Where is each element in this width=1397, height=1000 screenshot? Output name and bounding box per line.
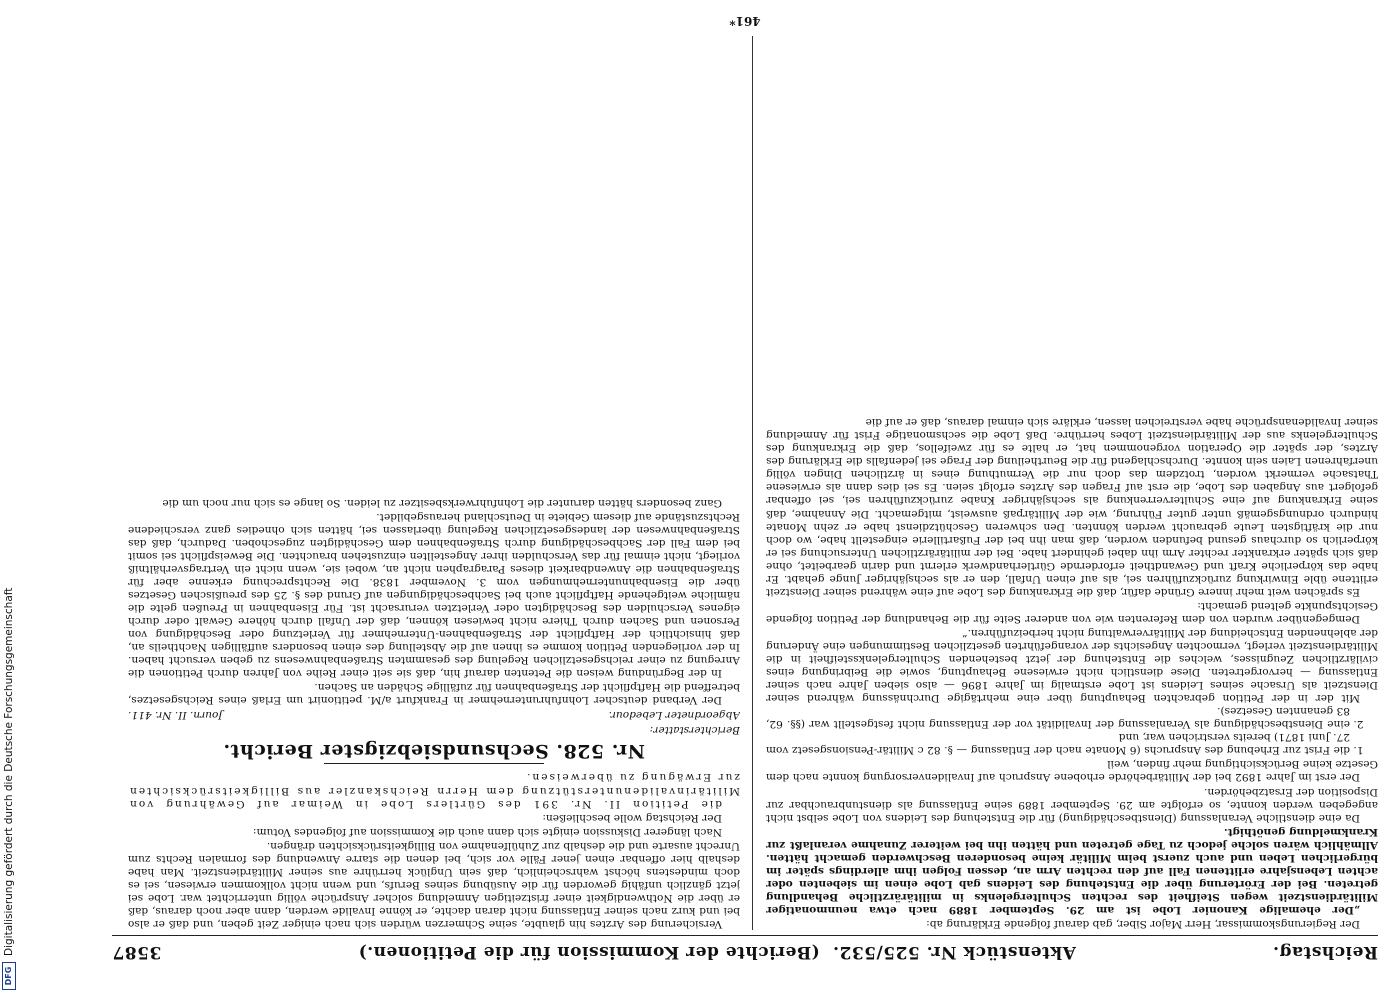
header-document-number: Aktenstück Nr. 525/532. — [832, 942, 1076, 962]
reporter-line-2 — [128, 708, 740, 721]
reporter-name: Abgeordneter Lebedour. — [608, 709, 740, 722]
funding-note-text: Digitalisierung gefördert durch die Deutsche Forschungsgemeinschaft — [3, 587, 15, 956]
page-header — [112, 940, 1378, 964]
header-center — [161, 942, 1272, 962]
page-footer — [100, 14, 1390, 28]
side-strip — [0, 0, 16, 1000]
list-item: 2. eine Dienstbeschädigung als Veranlassung der Invalidität vor der Entlassung nicht festgestellt war (§§. 62, 83 genannten Gesetzes). — [766, 704, 1350, 730]
header-section: (Berichte der Kommission für die Petitionen.) — [358, 942, 820, 962]
paragraph: Der Reichstag wolle beschließen: — [542, 811, 722, 824]
reporter-line — [128, 723, 740, 736]
paragraph: Der erst im Jahre 1892 bei der Militärbehörde erhobene Anspruch auf Invalidenversorgung konnte nach dem Gesetze keine Berücksichtigung mehr finden, weil — [766, 758, 1378, 784]
header-left: Reichstag. — [1272, 942, 1378, 962]
paragraph: In der Begründung weisen die Petenten darauf hin, daß sie seit einer Reihe von Jahren durch Petitionen die Anregung zu einer reichsgesetzlichen Regelung des gesammten Straßenbahnwesens zu geben versucht haben. In der vorliegenden Petition komme es ihnen auf die Abstellung des einen besonders auffälligen Nachtheils an, daß hinsichtlich der Haftpflicht der Straßenbahnen-Unternehmer für Verletzung oder Beschädigung von Personen und Sachen durch Thiere nicht bewiesen können, daß der Unfall durch höhere Gewalt oder durch eigenes Verschulden des Beschädigten oder Verletzten verursacht ist. Für Eisenbahnen in Preußen gelte die nämliche weitgehende Haftpflicht auch bei Sachbeschädigungen auf Grund des §. 25 des preußischen Gesetzes über die Eisenbahnunternehmungen vom 3. November 1838. Die Rechtsprechung erkenne aber für Straßenbahnen die Anwendbarkeit dieses Paragraphen nicht an, wobei sie, wenn nicht ein Vertragsverhältniß vorliegt, nicht einmal für das Verschulden ihrer Angestellten einzustehen brauchten. Die Beweispflicht sei somit bei dem Fall der Sachbeschädigung durch Straßenbahnen dem Geschädigten zugeschoben. Dadurch, daß das Straßenbahnwesen der landesgesetzlichen Regelung überlassen sei, hätten sich ohnedies ganz verschiedene Rechtszustände auf diesem Gebiete in Deutschland herausgebildet. — [128, 510, 740, 680]
report-heading: Nr. 528. Sechsundsiebzigster Bericht. — [223, 740, 645, 763]
paragraph: Da eine dienstliche Veranlassung (Dienstbeschädigung) für die Entstehung des Leidens von Lobe selbst nicht angegeben werden konnte, so erfolgte am 29. September 1889 seine Entlassung als dienstunbrauchbar zur Disposition der Ersatzbehörden. — [766, 785, 1378, 824]
right-column — [128, 36, 740, 930]
paragraph: Der Regierungskommissar, Herr Major Siber, gab darauf folgende Erklärung ab: — [926, 918, 1360, 930]
paragraph: Demgegenüber wurden von dem Referenten wie von anderer Seite für die Behandlung der Petition folgende Gesichtspunkte geltend gemacht: — [766, 599, 1378, 625]
dfg-logo: DFG — [2, 962, 16, 990]
document-page — [100, 8, 1390, 992]
journal-reference: Journ. II. Nr. 411. — [128, 709, 223, 722]
list-item: 1. die Frist zur Erhebung des Anspruchs (6 Monate nach der Entlassung — §. 82 c Militär-Pensionsgesetz vom 27. Juni 1871) bereits verstrichen war, und — [766, 730, 1350, 756]
paragraph: Versicherung des Arztes hin glaubte, seine Schmerzen würden sich nach einiger Zeit geben, und daß er also bei und kurz nach seiner Entlassung nicht daran dachte, er könne Invalide werden, dann aber noch daraus, daß er über die Nothwendigkeit einer fristzeitigen Anmeldung solcher Ansprüche völlig unterrichtet war. Lobe sei jetzt gänzlich unfähig geworden für die Ausübung seines Berufs, und wenn nicht vollkommen erwiesen, sei es doch mindestens höchst wahrscheinlich, daß sein Unglück herrühre aus seiner Militärdienstzeit. Man habe deshalb hier offenbar einen jener Fälle vor sich, bei denen die starre Anwendung des formalen Rechts zum Unrecht ausarte und die deshalb zur Zuhülfenahme von Billigkeitsrücksichten drängen. — [128, 839, 740, 930]
paragraph: „Der ehemalige Kanonier Lobe ist am 29. September 1889 nach etwa neunmonatiger Militärdienstzeit wegen Steifheit des rechten Schultergelenks in militärärztliche Behandlung getreten. Bei der Erörterung über die Entstehung des Leidens gab Lobe einen im siebenten oder achten Lebensjahre erlittenen Fall auf den rechten Arm an, dessen Folgen ihm allerdings später im bürgerlichen Leben und auch zuerst beim Militär keine besonderen Beschwerden gemacht hätten. Allmählich wären solche jedoch zu Tage getreten und hätten ihn bei weiterer Zunahme veranlaßt zur Krankmeldung genöthigt. — [766, 825, 1378, 916]
reasons-list — [766, 704, 1378, 756]
funding-note — [2, 10, 16, 990]
paragraph: Nach längerer Diskussion einigte sich dann auch die Kommission auf folgendes Votum: — [252, 825, 722, 838]
sheet-signature: 461* — [729, 14, 761, 28]
left-column — [766, 36, 1378, 930]
paragraph: Ganz besonders hätten darunter die Lohnfuhrwerksbesitzer zu leiden. So lange es sich nur noch um die — [162, 496, 722, 509]
page-number: 3587 — [112, 942, 162, 962]
section-rule — [324, 763, 544, 764]
header-rule — [112, 935, 1378, 936]
paragraph: Der Verband deutscher Lohnfuhrunternehmer in Frankfurt a/M. petitionirt um Erlaß eines Reichsgesetzes, betreffend die Haftpflicht der Straßenbahnen für zufällige Schäden an Sachen. — [128, 681, 740, 707]
paragraph: Mit der in der Petition gebrachten Behauptung über eine mehrtägige Durchnässung während seiner Dienstzeit als Ursache seines Leidens ist Lobe erstmalig im Jahre 1896 — also sieben Jahre nach seiner Entlassung — hervorgetreten. Diese dienstlich nicht erwiesene Behauptung, sowie die Beibringung eines civilärztlichen Zeugnisses, welches die Entstehung der jetzt bestehenden Schultergelenkssteifheit in die Militärdienstzeit verlegt, vermochten Angesichts der vorangeführten gesetzlichen Bestimmungen eine Änderung der ablehnenden Entscheidung der Militärverwaltung nicht herbeizuführen.“ — [766, 626, 1378, 705]
paragraph: Es sprächen weit mehr innere Gründe dafür, daß die Erkrankung des Lobe auf eine während seiner Dienstzeit erlittene üble Einwirkung zurückzuführen sei, als auf einen Unfall, den er als sechsjähriger Junge gehabt. Er habe das körperliche Kraft und Gewandtheit erfordernde Gürtlerhandwerk erlernt und darin gearbeitet, ohne daß sich später erkrankter rechter Arm ihn dabei gehindert habe. Bei der militärärztlichen Untersuchung sei er körperlich so durchaus gesund befunden worden, daß man ihn bei der Fußartillerie eingestellt habe, wo doch nur die kräftigsten Leute gebraucht werden könnten. Den schweren Geschützdienst habe er zehn Monate hindurch ordnungsgemäß unter guter Führung, wie der Militärpaß ausweist, mitgemacht. Die Annahme, daß seine Erkrankung auf eine Schulterverrenkung als sechsjähriger Knabe zurückzuführen sei, sei offenbar gefolgert aus Angaben des Lobe, die erst auf Fragen des Arztes erfolgt seien. Es sei dies dann als erwiesene Thatsache vermerkt worden, trotzdem das doch nur die Vermuthung eines in ärztlichen Dingen völlig unerfahrenen Laien sein konnte. Durchschlagend für die Beurtheilung der Frage sei jedenfalls die Erklärung des Arztes, der später die Operation vorgenommen hat, er halte es für zweifellos, daß die Erkrankung des Schultergelenks aus der Militärdienstzeit Lobes herrühre. Daß Lobe die sechsmonatige Frist für Anmeldung seiner Invalidenansprüche habe verstreichen lassen, erkläre sich einmal daraus, daß er auf die — [766, 416, 1378, 598]
reporter-label: Berichterstatter: — [649, 724, 740, 737]
column-divider — [752, 36, 753, 930]
resolution-text: die Petition II. Nr. 391 des Gürtlers Lobe in Weimar auf Gewährung von Militärinvalidenunterstützung dem Herrn Reichskanzler aus Billigkeitsrücksichten zur Erwägung zu überweisen. — [128, 771, 740, 810]
